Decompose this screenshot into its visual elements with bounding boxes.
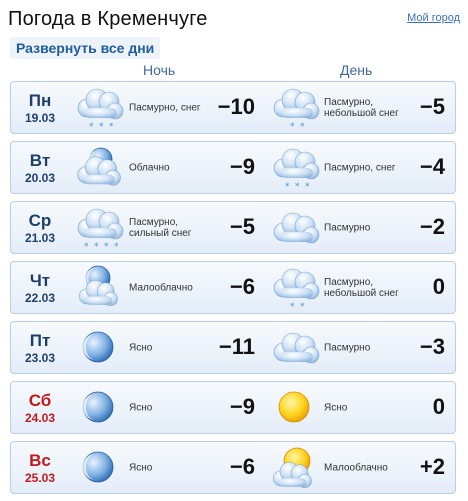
svg-text:*: * [300, 302, 305, 312]
my-city-link[interactable]: Мой город [407, 12, 460, 24]
svg-text:*: * [290, 302, 295, 312]
forecast-row[interactable] [10, 81, 456, 134]
day-description: Пасмурно, небольшой снег [324, 96, 399, 119]
day-column-header: День [340, 62, 373, 78]
page-title: Погода в Кременчуге [8, 8, 208, 30]
day-cell [11, 382, 69, 433]
sun-partly-cloud-icon [267, 442, 323, 493]
forecast-row[interactable] [10, 381, 456, 434]
svg-text:*: * [285, 182, 290, 192]
day-cell [11, 202, 69, 253]
day-cell [11, 142, 69, 193]
day-description: Ясно [324, 402, 348, 413]
day-name: Сб [28, 391, 52, 410]
svg-text:*: * [89, 122, 94, 132]
day-description: Пасмурно, небольшой снег [324, 276, 399, 299]
svg-text:*: * [84, 242, 89, 252]
cloud-snow-icon [71, 82, 127, 133]
day-name: Вс [29, 451, 51, 470]
svg-text:*: * [290, 122, 295, 132]
moon-cloud-icon [71, 142, 127, 193]
night-temperature: −6 [229, 274, 255, 299]
day-cell [11, 262, 69, 313]
day-date: 23.03 [24, 351, 56, 365]
night-temperature: −9 [229, 394, 255, 419]
day-temperature: 0 [432, 274, 445, 299]
night-description: Ясно [129, 462, 153, 473]
svg-text:*: * [99, 122, 104, 132]
forecast-row[interactable] [10, 261, 456, 314]
cloud-icon [267, 322, 323, 373]
day-date: 22.03 [24, 291, 56, 305]
day-date: 21.03 [24, 231, 56, 245]
night-description: Облачно [129, 162, 170, 173]
svg-text:*: * [114, 242, 119, 252]
day-name: Вт [29, 151, 51, 170]
day-name: Пт [29, 331, 51, 350]
cloud-light-snow-icon [267, 262, 323, 313]
night-description: Пасмурно, сильный снег [129, 216, 192, 239]
day-name: Чт [29, 271, 51, 290]
forecast-row[interactable] [10, 141, 456, 194]
sun-icon [267, 382, 323, 433]
night-temperature: −10 [217, 94, 255, 119]
night-column-header: Ночь [143, 62, 176, 78]
day-date: 20.03 [24, 171, 56, 185]
widget-header [8, 6, 460, 32]
svg-text:*: * [94, 242, 99, 252]
cloud-icon [267, 202, 323, 253]
day-date: 24.03 [24, 411, 56, 425]
day-date: 25.03 [24, 471, 56, 485]
day-cell [11, 82, 69, 133]
night-description: Ясно [129, 342, 153, 353]
forecast-row[interactable] [10, 441, 456, 494]
night-description: Малооблачно [129, 282, 193, 293]
expand-all-days-button[interactable]: Развернуть все дни [10, 37, 160, 59]
forecast-row[interactable] [10, 321, 456, 374]
forecast-row[interactable] [10, 201, 456, 254]
night-description: Ясно [129, 402, 153, 413]
day-temperature: 0 [432, 394, 445, 419]
svg-text:*: * [300, 122, 305, 132]
night-description: Пасмурно, снег [129, 102, 201, 113]
night-temperature: −9 [229, 154, 255, 179]
day-cell [11, 322, 69, 373]
night-temperature: −6 [229, 454, 255, 479]
day-temperature: −4 [419, 154, 445, 179]
svg-text:*: * [305, 182, 310, 192]
day-name: Пн [28, 91, 52, 110]
day-description: Пасмурно, снег [324, 162, 396, 173]
day-description: Малооблачно [324, 462, 388, 473]
moon-partly-cloud-icon [71, 262, 127, 313]
moon-icon [71, 322, 127, 373]
cloud-snow-icon [267, 142, 323, 193]
svg-text:*: * [109, 122, 114, 132]
day-temperature: −5 [419, 94, 445, 119]
svg-text:*: * [104, 242, 109, 252]
cloud-heavy-snow-icon [71, 202, 127, 253]
svg-text:*: * [295, 182, 300, 192]
cloud-light-snow-icon [267, 82, 323, 133]
day-description: Пасмурно [324, 342, 371, 353]
forecast-list [10, 81, 456, 494]
day-cell [11, 442, 69, 493]
day-temperature: −3 [419, 334, 445, 359]
day-date: 19.03 [24, 111, 56, 125]
moon-icon [71, 442, 127, 493]
night-temperature: −5 [229, 214, 255, 239]
day-temperature: +2 [419, 454, 445, 479]
night-temperature: −11 [218, 334, 255, 359]
moon-icon [71, 382, 127, 433]
day-description: Пасмурно [324, 222, 371, 233]
day-name: Ср [28, 211, 52, 230]
day-temperature: −2 [419, 214, 445, 239]
